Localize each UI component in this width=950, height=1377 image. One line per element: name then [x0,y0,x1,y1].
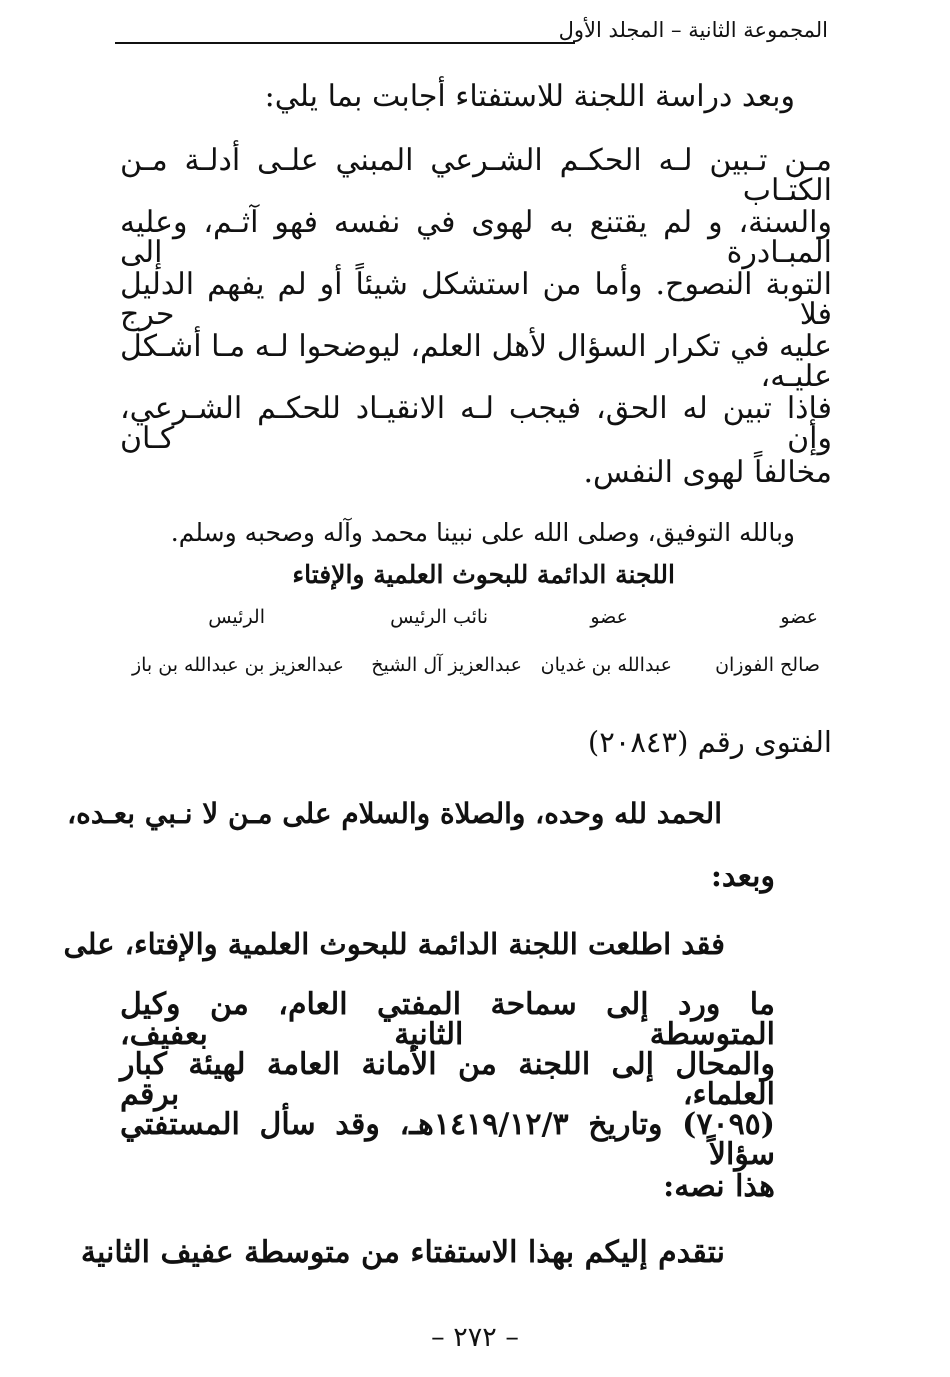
signatory-role-3: نائب الرئيس [390,606,488,628]
fatwa-number: الفتوى رقم (٢٠٨٤٣) [587,725,832,759]
fatwa-body-line-2: ما ورد إلى سماحة المفتي العام، من وكيل المتوسطة الثانية بعفيف، [120,987,775,1052]
fatwa-body-line-4: (٧٠٩٥) وتاريخ ١٤١٩/١٢/٣هـ، وقد سأل المستفتي سؤالاً [120,1107,775,1172]
signatory-name-4: عبدالعزيز بن عبدالله بن باز [131,654,344,676]
answer-line-1: مـن تـبين لـه الحكـم الشـرعي المبني علـى أدلـة مـن الكتـاب [120,143,832,208]
signatory-name-1: صالح الفوزان [715,654,820,676]
fatwa-body-line-5: هذا نصه: [663,1169,775,1204]
fatwa-praise-line-1: الحمد لله وحده، والصلاة والسلام على مـن لا نـبي بعـده، [67,797,722,830]
signatory-role-2: عضو [590,606,628,628]
signatory-role-1: عضو [780,606,818,628]
question-start: نتقدم إليكم بهذا الاستفتاء من متوسطة عفيف الثانية [80,1235,725,1270]
fatwa-body-line-1: فقد اطلعت اللجنة الدائمة للبحوث العلمية والإفتاء، على [63,927,725,961]
header-rule [115,42,575,44]
committee-name: اللجنة الدائمة للبحوث العلمية والإفتاء [292,560,675,589]
answer-line-4: عليه في تكرار السؤال لأهل العلم، ليوضحوا لـه مـا أشـكل عليـه، [120,329,832,394]
answer-line-6: مخالفاً لهوى النفس. [583,455,832,490]
answer-intro: وبعد دراسة اللجنة للاستفتاء أجابت بما يلي: [264,79,795,114]
running-header: المجموعة الثانية – المجلد الأول [558,18,828,42]
page-number: – ٢٧٢ – [431,1322,519,1353]
answer-line-3: التوبة النصوح. وأما من استشكل شيئاً أو لم يفهم الدليل فلا حرج [120,267,832,332]
signatory-name-3: عبدالعزيز آل الشيخ [371,654,522,676]
closing-prayer: وبالله التوفيق، وصلى الله على نبينا محمد وآله وصحبه وسلم. [170,518,795,547]
signatory-name-2: عبدالله بن غديان [540,654,672,676]
signatory-role-4: الرئيس [208,606,265,628]
fatwa-praise-line-2: وبعد: [710,859,775,894]
fatwa-body-line-3: والمحال إلى اللجنة من الأمانة العامة لهيئة كبار العلماء، برقم [120,1047,775,1112]
answer-line-2: والسنة، و لم يقتنع به لهوى في نفسه فهو آثـم، وعليه المبـادرة إلى [120,205,832,270]
answer-line-5: فإذا تبين له الحق، فيجب لـه الانقيـاد للحكـم الشـرعي، وإن كـان [120,391,832,456]
